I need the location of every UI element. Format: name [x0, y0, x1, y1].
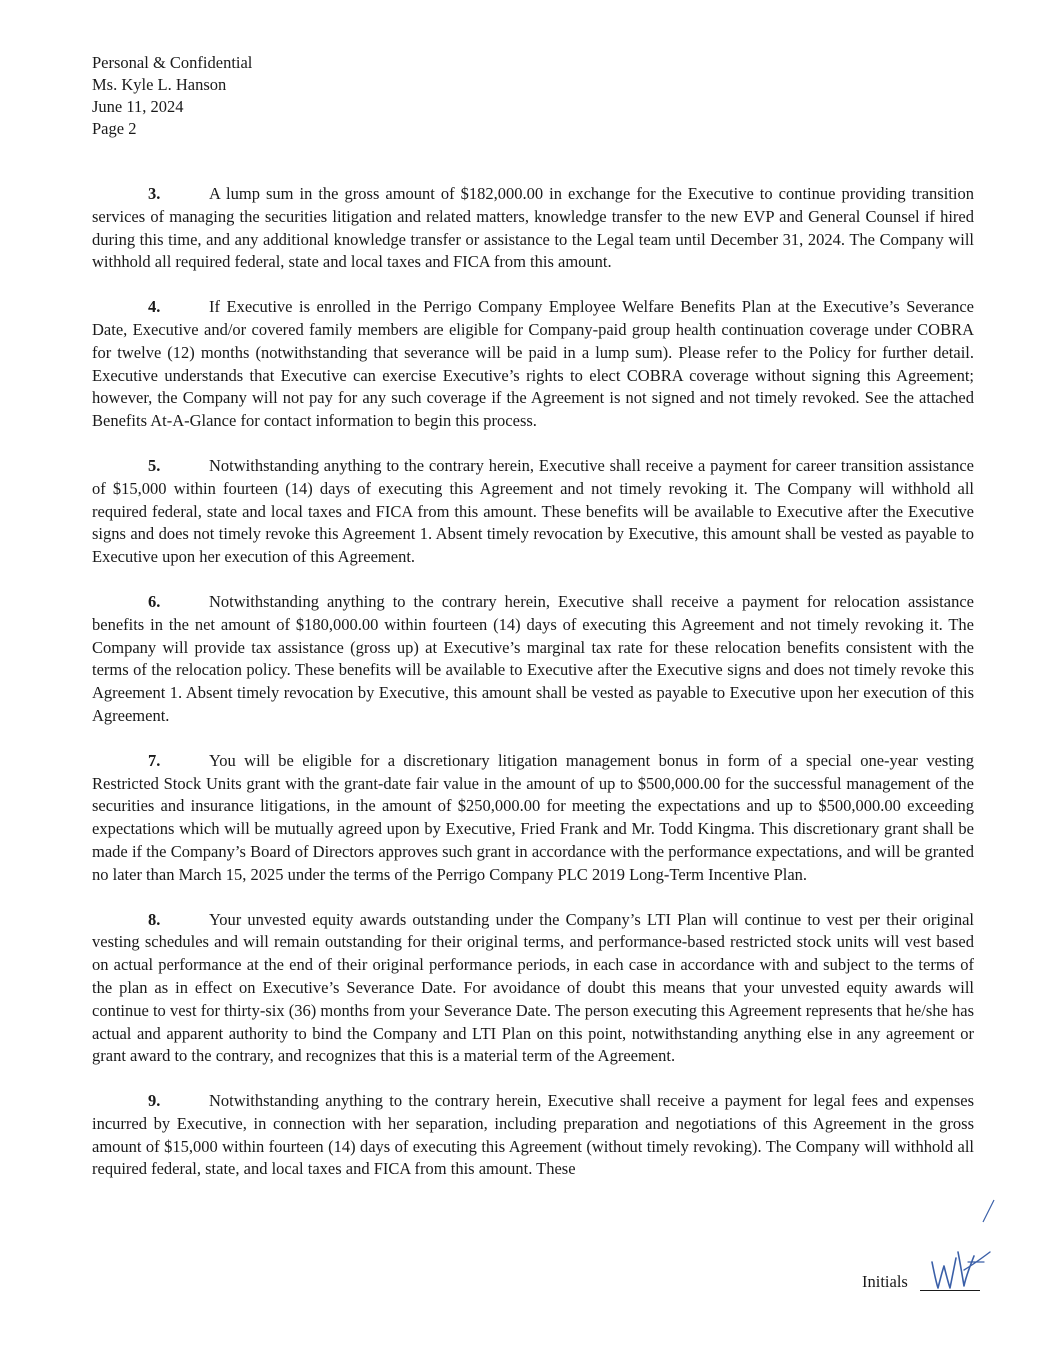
paragraph-8 [92, 909, 974, 1069]
paragraph-text: Notwithstanding anything to the contrary herein, Executive shall receive a payment for legal fees and expenses incurred by Executive, in connection with her separation, including preparation and negotiations of this Agreement in the gross amount of $15,000 within fourteen (14) days of executing this Agreement (without timely revoking). The Company will withhold all required federal, state, and local taxes and FICA from this amount. These [92, 1091, 974, 1179]
paragraph-number: 4. [148, 297, 161, 317]
pen-stroke-mark [980, 1198, 996, 1224]
paragraph-5 [92, 455, 974, 569]
paragraph-text: A lump sum in the gross amount of $182,000.00 in exchange for the Executive to continue providing transition services of managing the securities litigation and related matters, knowledge transfer to the new EVP and General Counsel if hired during this time, and any additional knowledge transfer or assistance to the Legal team until December 31, 2024. The Company will withhold all required federal, state and local taxes and FICA from this amount. [92, 184, 974, 272]
paragraph-number: 5. [148, 455, 161, 475]
recipient-name: Ms. Kyle L. Hanson [92, 75, 227, 94]
paragraph-number: 9. [148, 1091, 161, 1111]
paragraph-number: 7. [148, 750, 161, 770]
paragraph-text: You will be eligible for a discretionary litigation management bonus in form of a special one-year vesting Restricted Stock Units grant with the grant-date fair value in the amount of up to $500,000.00 for the successful management of the securities and insurance litigations, in the amount of $250,000.00 for meeting the expectations and up to $500,000.00 exceeding expectations which will be mutually agreed upon by Executive, Fried Frank and Mr. Todd Kingma. This discretionary grant shall be made if the Company’s Board of Directors approves such grant in accordance with the performance expectations, and will be granted no later than March 15, 2025 under the terms of the Perrigo Company PLC 2019 Long-Term Incentive Plan. [92, 750, 974, 884]
paragraph-text: If Executive is enrolled in the Perrigo Company Employee Welfare Benefits Plan at the Executive’s Severance Date, Executive and/or covered family members are eligible for Company-paid group health continuation coverage under COBRA for twelve (12) months (notwithstanding that severance will be paid in a lump sum). Please refer to the Policy for further detail. Executive understands that Executive can exercise Executive’s rights to elect COBRA coverage without signing this Agreement; however, the Company will not pay for any such coverage if the Agreement is not signed and not timely revoked. See the attached Benefits At-A-Glance for contact information to begin this process. [92, 297, 974, 431]
paragraph-4 [92, 296, 974, 433]
paragraph-text: Notwithstanding anything to the contrary herein, Executive shall receive a payment for relocation assistance benefits in the net amount of $180,000.00 within fourteen (14) days of executing this Agreement and not timely revoking it. The Company will provide tax assistance (gross up) at Executive’s marginal tax rate for these relocation benefits consistent with the terms of the relocation policy. These benefits will be available to Executive after the Executive signs and does not timely revoke this Agreement 1. Absent timely revocation by Executive, this amount shall be vested as payable to Executive upon her execution of this Agreement. [92, 591, 974, 725]
agreement-body [92, 183, 974, 1203]
paragraph-7 [92, 750, 974, 887]
paragraph-text: Notwithstanding anything to the contrary herein, Executive shall receive a payment for career transition assistance of $15,000 within fourteen (14) days of executing this Agreement and not timely revoking it. The Company will withhold all required federal, state and local taxes and FICA from this amount. These benefits will be available to Executive after the Executive signs and does not timely revoke this Agreement 1. Absent timely revocation by Executive, this amount shall be vested as payable to Executive upon her execution of this Agreement. [92, 455, 974, 567]
paragraph-text: Your unvested equity awards outstanding under the Company’s LTI Plan will continue to vest per their original vesting schedules and will remain outstanding for their original terms, and performance-based restricted stock units will vest based on actual performance at the end of their original performance periods, in each case in accordance with and subject to the terms of the plan as in effect on Executive’s Severance Date. For avoidance of doubt this means that your unvested equity awards will continue to vest for thirty-six (36) months from your Severance Date. The person executing this Agreement represents that he/she has actual and apparent authority to bind the Company and LTI Plan on this point, notwithstanding anything else in any agreement or grant award to the contrary, and recognizes that this is a material term of the Agreement. [92, 909, 974, 1066]
initials-label: Initials [862, 1272, 908, 1291]
paragraph-9 [92, 1090, 974, 1181]
initials-block [862, 1248, 982, 1298]
paragraph-number: 8. [148, 909, 161, 929]
paragraph-3 [92, 183, 974, 274]
paragraph-number: 6. [148, 591, 161, 611]
paragraph-number: 3. [148, 184, 161, 203]
paragraph-6 [92, 591, 974, 728]
handwritten-initials-signature [924, 1248, 996, 1294]
page-number: Page 2 [92, 119, 137, 138]
letter-header [92, 52, 252, 140]
confidential-label: Personal & Confidential [92, 53, 253, 72]
letter-date: June 11, 2024 [92, 97, 184, 116]
